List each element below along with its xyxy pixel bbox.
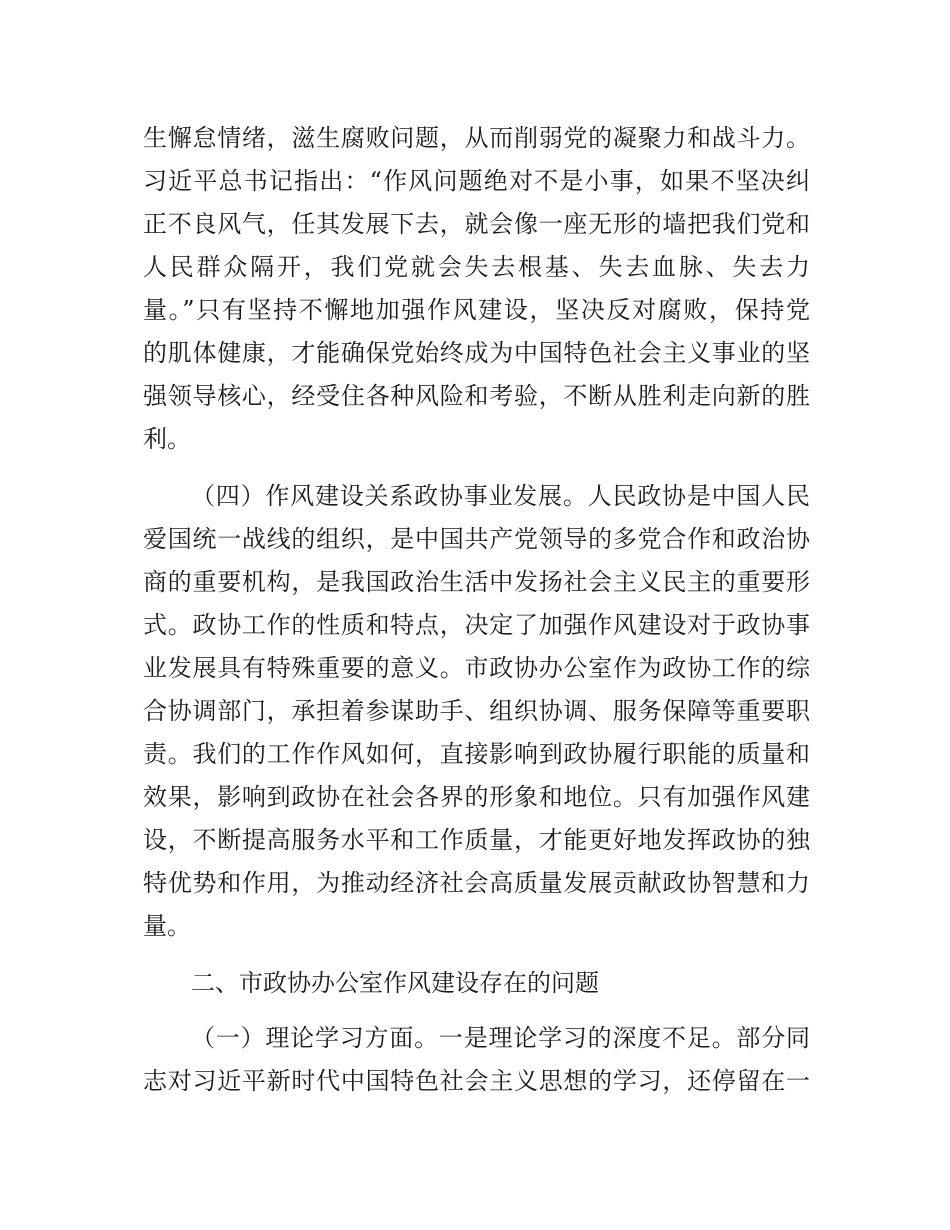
paragraph-line: 生懈怠情绪，滋生腐败问题，从而削弱党的凝聚力和战斗力。 (143, 124, 810, 152)
paragraph-line: 人民群众隔开，我们党就会失去根基、失去血脉、失去力 (143, 253, 810, 281)
paragraph-line: 业发展具有特殊重要的意义。市政协办公室作为政协工作的综 (143, 654, 810, 682)
paragraph-line: 商的重要机构，是我国政治生活中发扬社会主义民主的重要形 (143, 568, 810, 596)
paragraph-line: 正不良风气，任其发展下去，就会像一座无形的墙把我们党和 (143, 210, 810, 238)
paragraph-line: 合协调部门，承担着参谋助手、组织协调、服务保障等重要职 (143, 697, 810, 725)
paragraph-line: 设，不断提高服务水平和工作质量，才能更好地发挥政协的独 (143, 826, 810, 854)
paragraph-line: 习近平总书记指出：“作风问题绝对不是小事，如果不坚决纠 (143, 167, 810, 195)
paragraph-first-line: （四）作风建设关系政协事业发展。人民政协是中国人民 (191, 482, 810, 510)
paragraph-line: 量。”只有坚持不懈地加强作风建设，坚决反对腐败，保持党 (143, 296, 810, 324)
paragraph-line: 特优势和作用，为推动经济社会高质量发展贡献政协智慧和力 (143, 869, 810, 897)
paragraph-line: 责。我们的工作作风如何，直接影响到政协履行职能的质量和 (143, 740, 810, 768)
paragraph-first-line: （一）理论学习方面。一是理论学习的深度不足。部分同 (191, 1024, 810, 1052)
paragraph-line: 爱国统一战线的组织，是中国共产党领导的多党合作和政治协 (143, 525, 810, 553)
paragraph-line: 量。 (143, 912, 191, 940)
paragraph-line: 利。 (143, 425, 191, 453)
section-heading: 二、市政协办公室作风建设存在的问题 (191, 969, 599, 997)
paragraph-line: 效果，影响到政协在社会各界的形象和地位。只有加强作风建 (143, 783, 810, 811)
paragraph-line: 志对习近平新时代中国特色社会主义思想的学习，还停留在一 (143, 1067, 810, 1095)
paragraph-line: 式。政协工作的性质和特点，决定了加强作风建设对于政协事 (143, 611, 810, 639)
paragraph-line: 强领导核心，经受住各种风险和考验，不断从胜利走向新的胜 (143, 382, 810, 410)
paragraph-line: 的肌体健康，才能确保党始终成为中国特色社会主义事业的坚 (143, 339, 810, 367)
